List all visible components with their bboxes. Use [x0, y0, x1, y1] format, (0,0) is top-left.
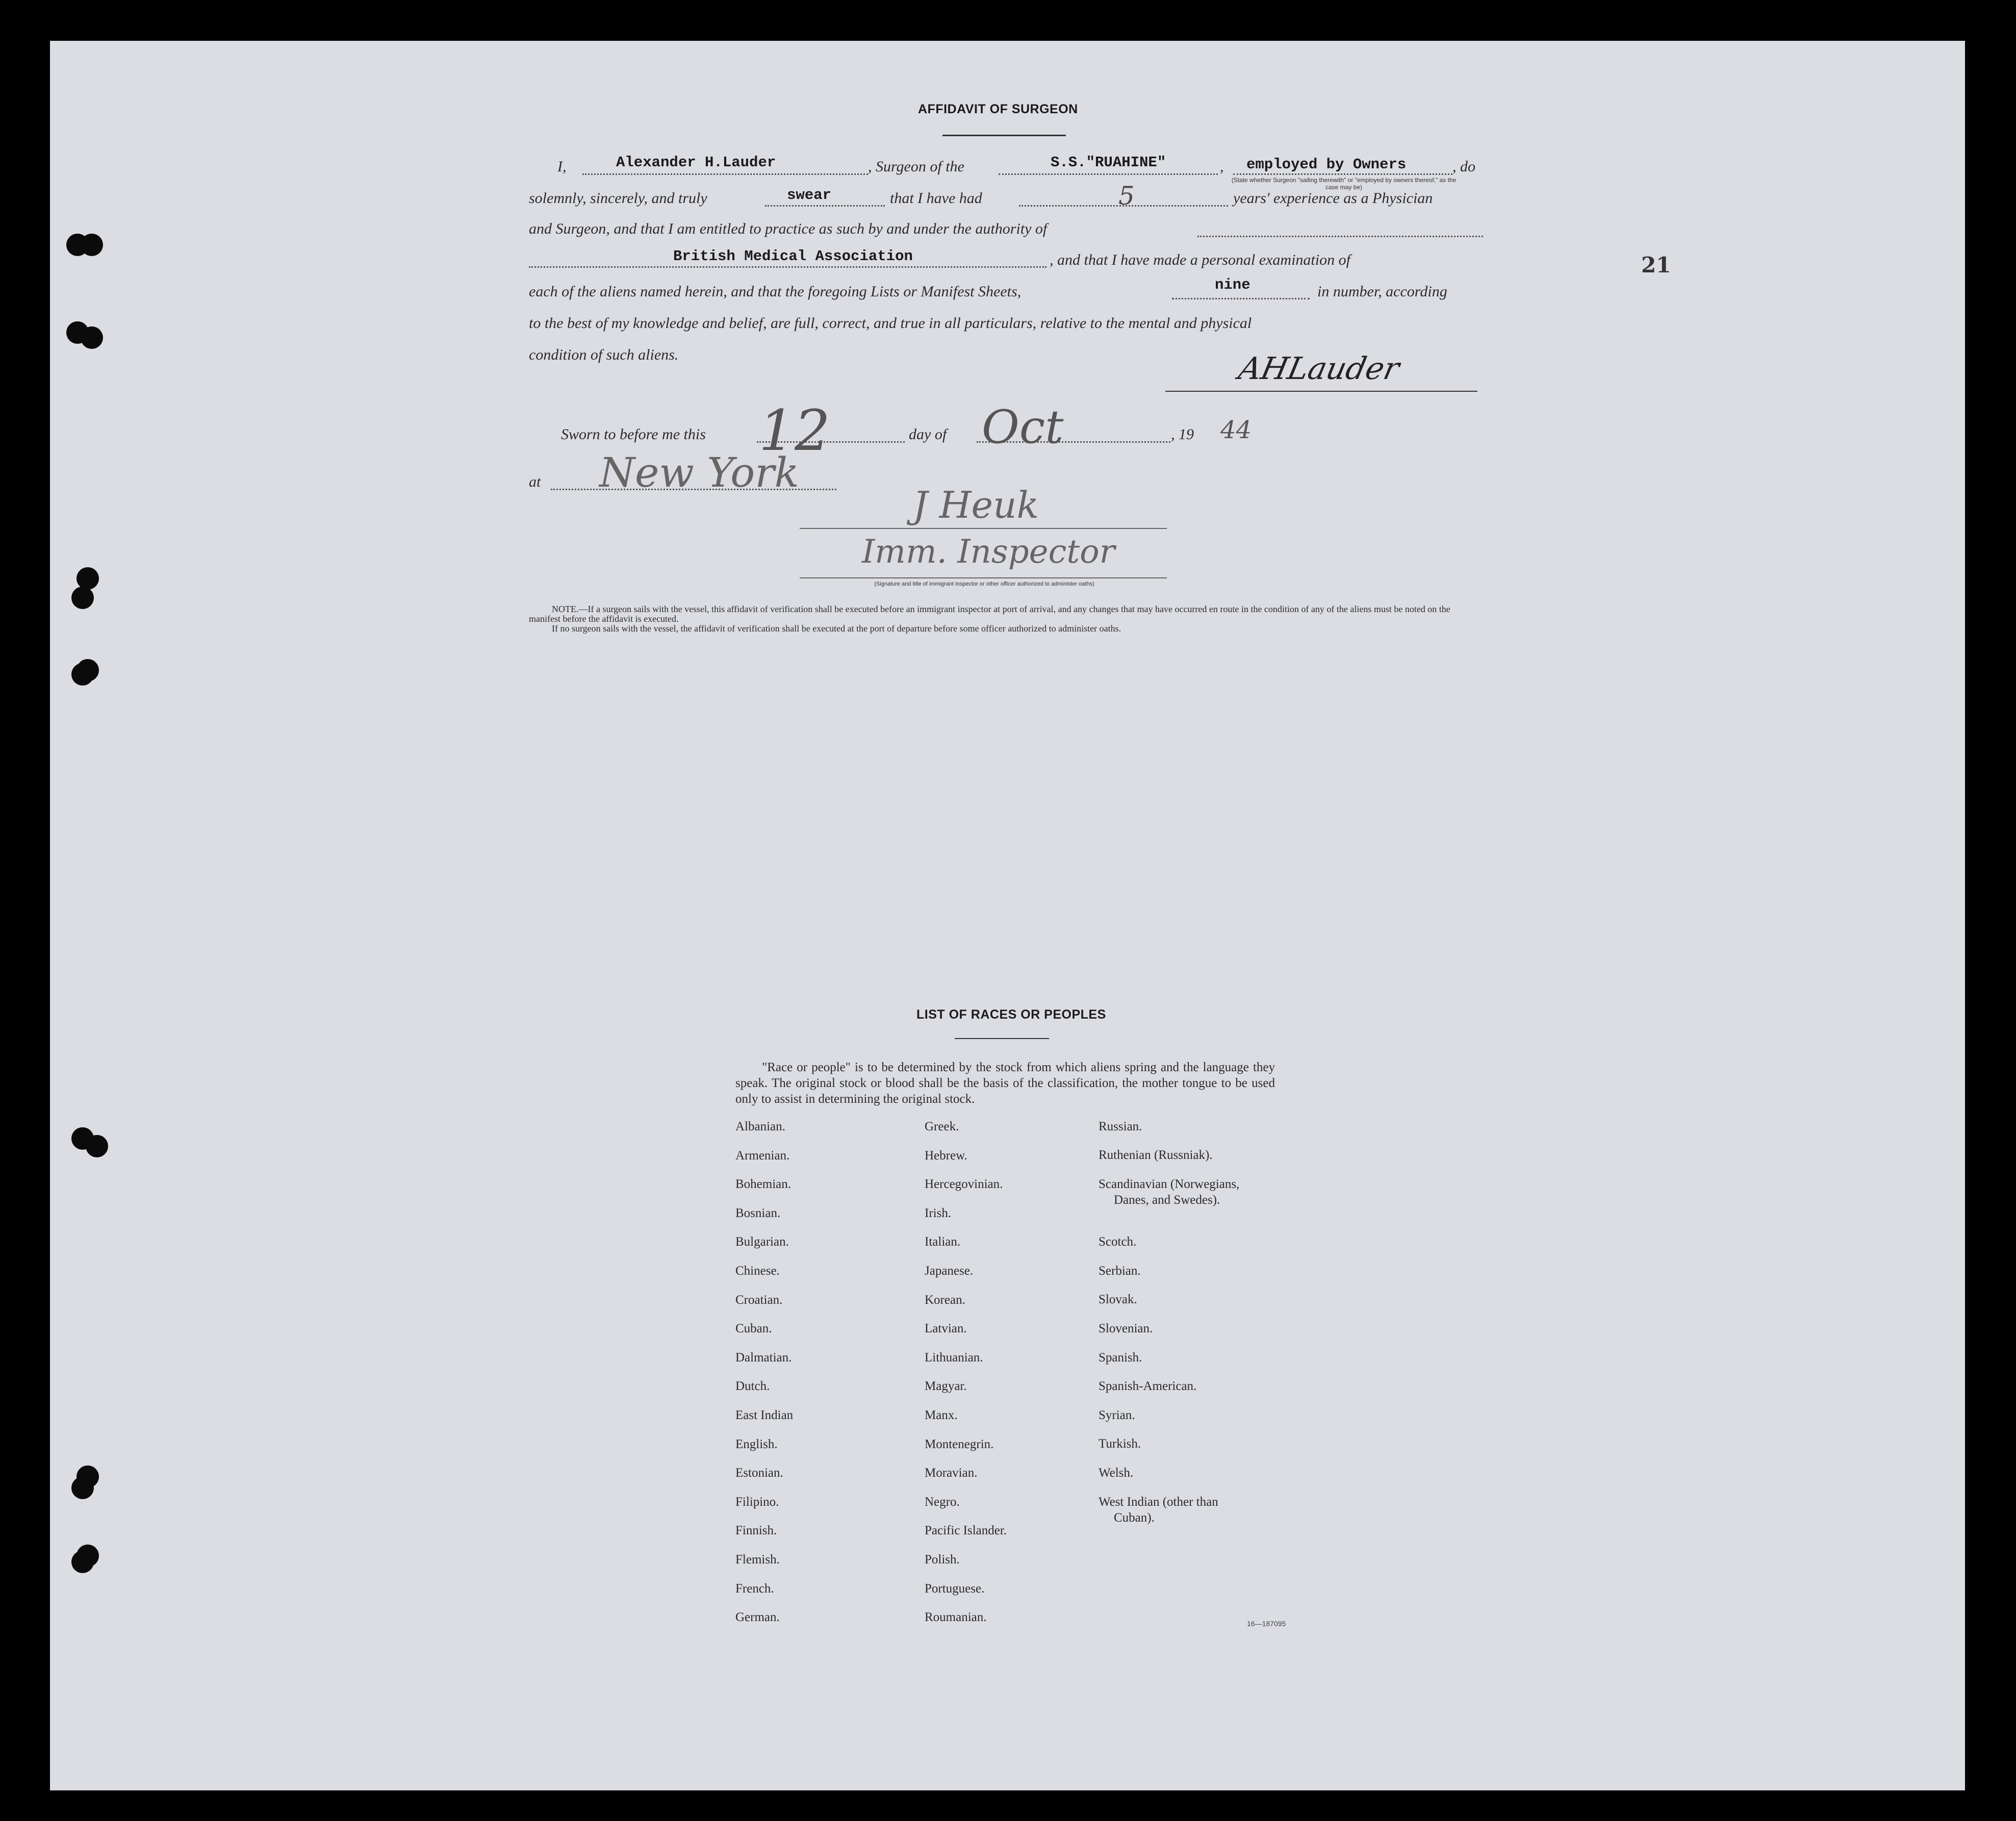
race-item: Japanese.	[925, 1264, 974, 1278]
race-item: East Indian	[735, 1408, 794, 1422]
race-item: Syrian.	[1099, 1408, 1135, 1422]
punch-hole	[76, 567, 99, 590]
do-label: , do	[1452, 158, 1475, 175]
officer-title: Imm. Inspector	[862, 533, 1115, 571]
document-page	[50, 41, 1965, 1790]
race-item: French.	[735, 1581, 774, 1596]
officer-caption: (Signature and title of immigrant inspector or other officer authorized to administer oaths)	[874, 581, 1094, 587]
oath-field-line	[765, 205, 885, 207]
race-item: Armenian.	[735, 1148, 790, 1162]
officer-signature: J Heuk	[913, 484, 1039, 526]
race-item: Bosnian.	[735, 1206, 781, 1220]
race-item: Pacific Islander.	[925, 1524, 1007, 1538]
place-handwritten: New York	[599, 449, 799, 496]
races-title: LIST OF RACES OR PEOPLES	[916, 1007, 1106, 1022]
race-item: Bohemian.	[735, 1177, 792, 1192]
line2-text-c: years' experience as a Physician	[1233, 190, 1433, 207]
race-item: Flemish.	[735, 1553, 780, 1566]
surgeon-of-label: , Surgeon of the	[868, 158, 964, 175]
years-experience: 5	[1118, 181, 1135, 211]
employment-note: (State whether Surgeon "sailing therewith" or "employed by owners thereof," as the case may be)	[1231, 176, 1457, 191]
race-item: Croatian.	[735, 1293, 783, 1307]
race-item: Bulgarian.	[735, 1235, 789, 1249]
race-item: Chinese.	[735, 1264, 780, 1278]
race-item: Moravian.	[925, 1466, 978, 1480]
line4-text: , and that I have made a personal examination of	[1050, 251, 1350, 268]
sworn-day: 12	[759, 398, 830, 463]
race-item: Cuban).	[1114, 1511, 1155, 1525]
surgeon-signature: AHLauder	[1235, 351, 1402, 387]
surgeon-name: Alexander H.Lauder	[616, 154, 776, 171]
line6-text: to the best of my knowledge and belief, are full, correct, and true in all particulars, relative to the mental and physical	[529, 315, 1252, 332]
line2-text-b: that I have had	[890, 190, 982, 207]
race-item: Irish.	[925, 1206, 952, 1220]
line3-text: and Surgeon, and that I am entitled to practice as such by and under the authority of	[529, 220, 1048, 237]
race-item: Slovenian.	[1099, 1322, 1153, 1335]
at-label: at	[529, 473, 541, 490]
punch-hole	[71, 663, 94, 686]
line7-text: condition of such aliens.	[529, 346, 679, 363]
ship-name: S.S."RUAHINE"	[1051, 154, 1166, 171]
ship-field-line	[999, 173, 1218, 175]
affidavit-prefix: I,	[557, 158, 567, 175]
officer-signature-line	[800, 528, 1167, 529]
sworn-month: Oct	[982, 400, 1064, 454]
sworn-text-b: day of	[909, 426, 947, 443]
race-item: Manx.	[925, 1408, 958, 1422]
comma-1: ,	[1220, 158, 1224, 175]
race-item: Welsh.	[1099, 1466, 1134, 1480]
punch-hole	[86, 1135, 108, 1157]
race-item: Finnish.	[735, 1524, 777, 1538]
punch-hole	[71, 1477, 94, 1499]
authority-name: British Medical Association	[673, 248, 913, 265]
race-item: Dutch.	[735, 1379, 770, 1394]
punch-hole	[71, 1551, 94, 1573]
punch-hole	[81, 326, 103, 349]
employment-status: employed by Owners	[1246, 156, 1407, 173]
line5-text-b: in number, according	[1317, 283, 1447, 300]
signature-line	[1165, 391, 1477, 392]
race-item: Russian.	[1099, 1120, 1142, 1133]
race-item: Negro.	[925, 1495, 960, 1509]
race-item: West Indian (other than	[1099, 1495, 1218, 1509]
race-item: Montenegrin.	[925, 1437, 994, 1451]
oath-word: swear	[787, 187, 832, 204]
race-item: Cuban.	[735, 1322, 772, 1336]
punch-hole	[81, 234, 103, 256]
race-item: Hebrew.	[925, 1148, 967, 1162]
form-number: 16—187095	[1247, 1620, 1286, 1628]
race-item: Scotch.	[1099, 1235, 1137, 1249]
sheets-field-line	[1172, 298, 1310, 299]
line2-text-a: solemnly, sincerely, and truly	[529, 190, 707, 207]
sworn-text-a: Sworn to before me this	[561, 426, 706, 443]
race-item: Polish.	[925, 1553, 960, 1566]
race-item: Magyar.	[925, 1379, 967, 1394]
race-item: English.	[735, 1437, 778, 1451]
race-item: Filipino.	[735, 1495, 779, 1509]
authority-field-line	[1197, 236, 1483, 237]
name-field-line	[582, 173, 868, 175]
sheets-count: nine	[1215, 276, 1251, 293]
race-item: Turkish.	[1099, 1437, 1141, 1451]
page-number: 21	[1641, 252, 1671, 277]
affidavit-title: AFFIDAVIT OF SURGEON	[918, 102, 1078, 116]
sworn-year: 44	[1220, 416, 1252, 444]
line5-text-a: each of the aliens named herein, and that the foregoing Lists or Manifest Sheets,	[529, 283, 1022, 300]
authority-field-line-2	[529, 266, 1047, 268]
races-intro: "Race or people" is to be determined by the stock from which aliens spring and the language they speak. The original stock or blood shall be the basis of the classification, the mother tongue to be used only to assist in determining the original stock.	[735, 1060, 1275, 1106]
punch-hole	[71, 587, 94, 609]
race-item: Korean.	[925, 1293, 965, 1307]
race-item: Spanish-American.	[1099, 1379, 1197, 1393]
note-label: NOTE.	[552, 604, 579, 614]
race-item: Danes, and Swedes).	[1114, 1193, 1220, 1207]
race-item: Ruthenian (Russniak).	[1099, 1148, 1213, 1162]
race-item: Slovak.	[1099, 1293, 1137, 1306]
note-2: If no surgeon sails with the vessel, the affidavit of verification shall be executed at the port of departure before some officer authorized to administer oaths.	[552, 623, 1121, 634]
race-item: Portuguese.	[925, 1581, 985, 1596]
title-underline	[942, 135, 1066, 136]
employment-field-line	[1233, 173, 1452, 175]
officer-title-line	[800, 577, 1167, 578]
note-1: —If a surgeon sails with the vessel, this affidavit of verification shall be executed before an immigrant inspector at port of arrival, and any changes that may have occurred en route in the condition of any of the aliens must be noted on the manifest before the affidavit is executed.	[529, 604, 1450, 624]
race-item: Italian.	[925, 1235, 961, 1249]
year-prefix: , 19	[1171, 426, 1194, 443]
affidavit-note	[529, 604, 1484, 634]
race-item: Latvian.	[925, 1322, 967, 1336]
race-item: Dalmatian.	[735, 1350, 792, 1364]
races-title-underline	[955, 1038, 1049, 1039]
race-item: Roumanian.	[925, 1610, 987, 1625]
race-item: Spanish.	[1099, 1351, 1142, 1364]
race-item: Greek.	[925, 1120, 959, 1133]
race-item: Serbian.	[1099, 1264, 1141, 1278]
race-item: Lithuanian.	[925, 1350, 983, 1364]
race-item: Hercegovinian.	[925, 1177, 1003, 1192]
race-item: German.	[735, 1610, 780, 1625]
race-item: Scandinavian (Norwegians,	[1099, 1177, 1240, 1191]
race-item: Albanian.	[735, 1120, 785, 1133]
race-item: Estonian.	[735, 1466, 783, 1480]
